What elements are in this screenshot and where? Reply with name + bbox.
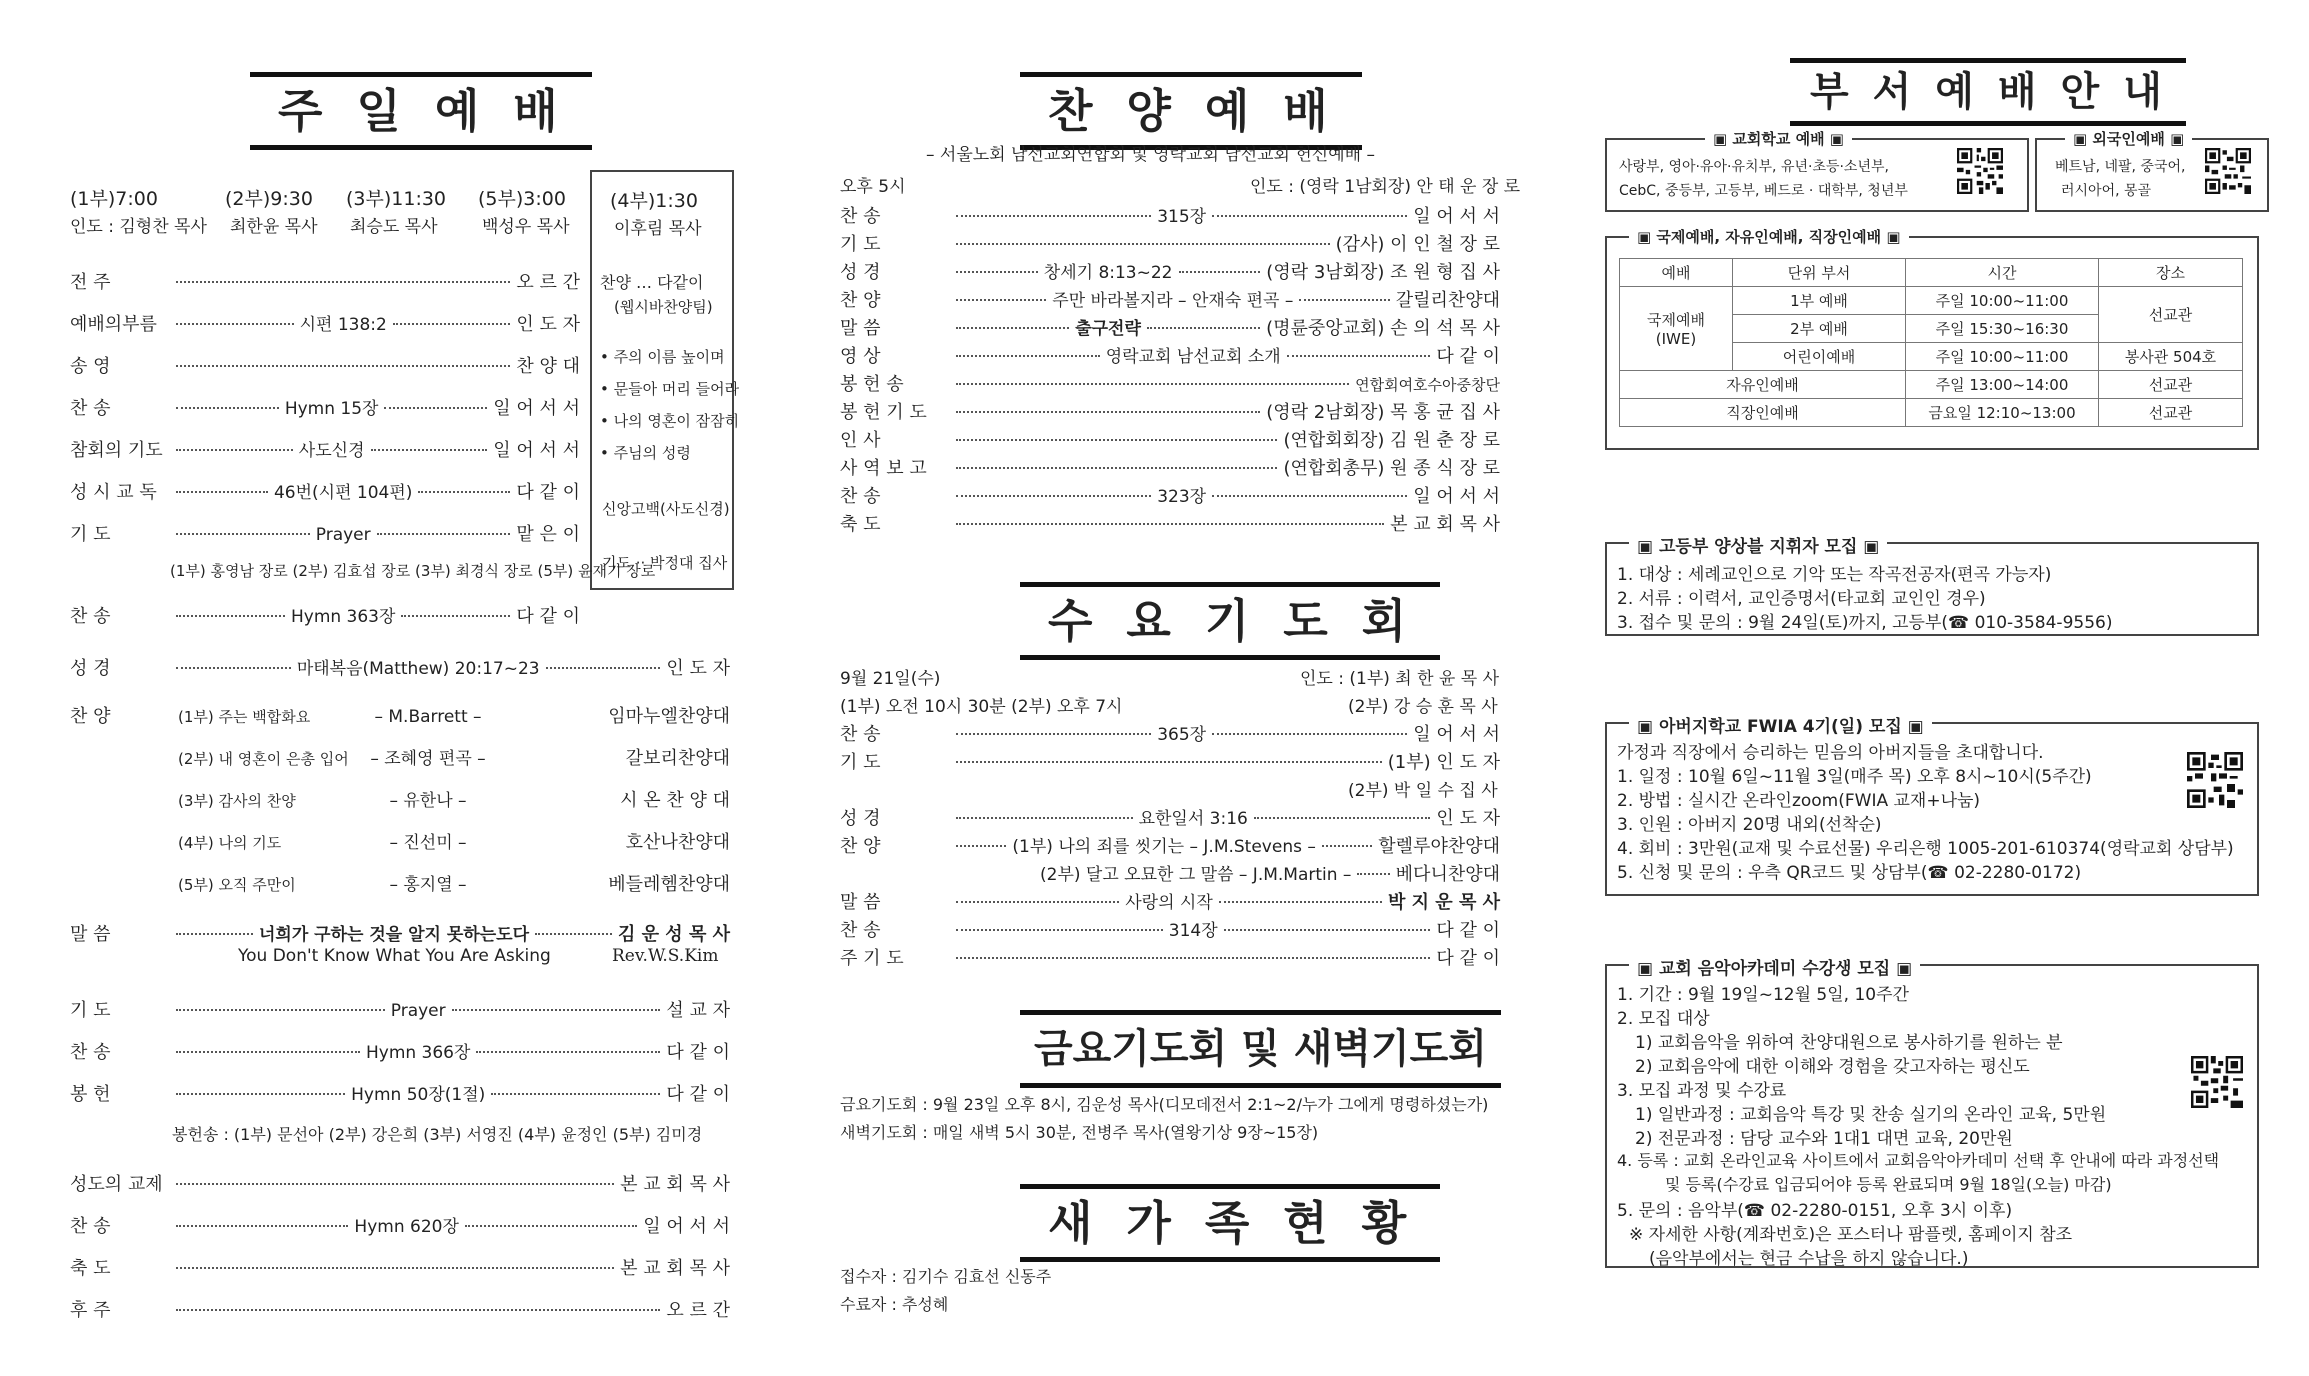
qr-code-icon[interactable] — [2205, 148, 2251, 194]
order-row: 성 경 마태복음(Matthew) 20:17~23 인 도 자 — [70, 658, 731, 679]
praise-row: 봉 헌 송 연합회여호수아중창단 — [840, 374, 1500, 395]
fourth-item: • 주님의 성령 — [600, 444, 691, 462]
order-row: 봉 헌 Hymn 50장(1절) 다 같 이 — [70, 1084, 730, 1105]
notice3-line: 1) 교회음악을 위하여 찬양대원으로 봉사하기를 원하는 분 — [1635, 1033, 2063, 1053]
wed-date: 9월 21일(수) — [840, 669, 941, 689]
order-row: 찬 송 Hymn 366장 다 같 이 — [70, 1042, 730, 1063]
choir-label: 찬 양 — [70, 706, 111, 727]
table-cell: 어린이예배 — [1733, 343, 1906, 371]
choir-row: (4부) 나의 기도 – 진선미 – 호산나찬양대 — [178, 832, 730, 853]
fourth-item: 찬양 … 다같이 — [600, 273, 704, 292]
order-row: 축 도 본 교 회 목 사 — [70, 1258, 730, 1279]
praise-subtitle: – 서울노회 남선교회연합회 및 영락교회 남선교회 헌신예배 – — [926, 145, 1375, 165]
wed-row: 말 씀 사랑의 시작 박 지 운 목 사 — [840, 892, 1500, 913]
table-cell: 1부 예배 — [1733, 287, 1906, 315]
wed-row: 성 경 요한일서 3:16 인 도 자 — [840, 808, 1501, 829]
wed-leader2: (2부) 강 승 훈 목 사 — [1348, 697, 1498, 717]
fourth-item: 기도 ·· 박정대 집사 — [602, 554, 728, 572]
foreign-label: ▣ 외국인예배 ▣ — [2065, 128, 2192, 149]
praise-row: 말 씀 출구전략 (명륜중앙교회) 손 의 석 목 사 — [840, 318, 1500, 339]
notice2-label: ▣ 아버지학교 FWIA 4기(일) 모집 ▣ — [1629, 712, 1932, 737]
notice2-line: 1. 일정 : 10월 6일~11월 3일(매주 목) 오후 8시~10시(5주간) — [1617, 767, 2092, 787]
praise-row: 찬 양 주만 바라볼지라 – 안재숙 편곡 – 갈릴리찬양대 — [840, 290, 1501, 311]
fourth-item: • 나의 영혼이 잠잠히 — [600, 412, 740, 430]
wed-row: (2부) 달고 오묘한 그 말씀 – J.M.Martin – 베다니찬양대 — [1040, 864, 1500, 885]
fourth-service-box — [590, 170, 740, 590]
family-received: 접수자 : 김기수 김효선 신동주 — [840, 1267, 1052, 1286]
time-3: (3부)11:30 — [346, 188, 447, 210]
sermon-en-preacher: Rev.W.S.Kim — [612, 946, 719, 966]
order-row: 전 주 오 르 간 — [70, 272, 580, 293]
notice3-line: 2) 전문과정 : 담당 교수와 1대1 대면 교육, 20만원 — [1635, 1129, 2013, 1149]
table-cell: 주일 13:00~14:00 — [1906, 371, 2099, 399]
order-row: 찬 송 Hymn 15장 일 어 서 서 — [70, 398, 581, 419]
offering-note: 봉헌송 : (1부) 문선아 (2부) 강은희 (3부) 서영진 (4부) 윤정인 (5부) 김미경 — [172, 1125, 703, 1144]
wed-prayer2: (2부) 박 일 수 집 사 — [1348, 781, 1498, 801]
notice2-line: 5. 신청 및 문의 : 우측 QR코드 및 상담부(☎ 02-2280-0172) — [1617, 863, 2082, 883]
table-header: 예배 — [1620, 259, 1733, 287]
table-header: 장소 — [2099, 259, 2243, 287]
sermon-row: 말 씀 너희가 구하는 것을 알지 못하는도다 김 운 성 목 사 — [70, 924, 730, 945]
choir-row: (3부) 감사의 찬양 – 유한나 – 시 온 찬 양 대 — [178, 790, 730, 811]
choir-row: (5부) 오직 주만이 – 홍지열 – 베들레헴찬양대 — [178, 874, 730, 895]
notice1-label: ▣ 고등부 양상블 지휘자 모집 ▣ — [1629, 532, 1887, 557]
order-row: 송 영 찬 양 대 — [70, 356, 580, 377]
notice3-line: 2. 모집 대상 — [1617, 1009, 1710, 1029]
table-cell: 선교관 — [2099, 399, 2243, 427]
qr-code-icon[interactable] — [2187, 752, 2243, 808]
table-cell: 봉사관 504호 — [2099, 343, 2243, 371]
notice3-line: 3. 모집 과정 및 수강료 — [1617, 1081, 1787, 1101]
prayer-note: (1부) 홍영남 장로 (2부) 김효섭 장로 (3부) 최경식 장로 (5부) 윤재기 장로 — [170, 562, 656, 580]
family-title: 새가족현황 — [1020, 1184, 1440, 1262]
praise-column — [830, 0, 1521, 1376]
time-2: (2부)9:30 — [225, 188, 313, 210]
leader-2: 최한윤 목사 — [230, 217, 318, 237]
notice3-line: 5. 문의 : 음악부(☎ 02-2280-0151, 오후 3시 이후) — [1617, 1201, 2013, 1221]
table-cell: 선교관 — [2099, 371, 2243, 399]
leader-1: 인도 : 김형찬 목사 — [70, 217, 207, 237]
notice1-line: 1. 대상 : 세례교인으로 기악 또는 작곡전공자(편곡 가능자) — [1617, 565, 2052, 585]
wed-row: 기 도 (1부) 인 도 자 — [840, 752, 1500, 773]
dawn-title: 금요기도회 및 새벽기도회 — [1020, 1010, 1501, 1088]
foreign-line2: 러시아어, 몽골 — [2061, 183, 2152, 199]
foreign-line1: 베트남, 네팔, 중국어, — [2055, 159, 2186, 175]
praise-row: 기 도 (감사) 이 인 철 장 로 — [840, 234, 1500, 255]
wed-row: 찬 양 (1부) 나의 죄를 씻기는 – J.M.Stevens – 할렐루야찬양대 — [840, 836, 1500, 857]
order-row: 기 도 Prayer 맡 은 이 — [70, 524, 581, 545]
wed-times: (1부) 오전 10시 30분 (2부) 오후 7시 — [840, 697, 1123, 717]
qr-code-icon[interactable] — [1957, 148, 2003, 194]
order-row: 성도의 교제 본 교 회 목 사 — [70, 1174, 730, 1195]
leader-3: 최승도 목사 — [350, 217, 438, 237]
table-cell: 선교관 — [2099, 287, 2243, 343]
praise-time: 오후 5시 — [840, 177, 906, 197]
qr-code-icon[interactable] — [2191, 1056, 2243, 1108]
fourth-item: (웹시바찬양팀) — [614, 298, 713, 316]
order-row: 예배의부름 시편 138:2 인 도 자 — [70, 314, 581, 335]
order-row: 참회의 기도 사도신경 일 어 서 서 — [70, 440, 581, 461]
table-cell: 자유인예배 — [1620, 371, 1906, 399]
table-cell: 주일 10:00~11:00 — [1906, 343, 2099, 371]
sermon-en-title: You Don't Know What You Are Asking — [238, 946, 551, 966]
iwe-cell: 국제예배 (IWE) — [1620, 287, 1733, 371]
school-line1: 사랑부, 영아·유아·유치부, 유년·초등·소년부, — [1619, 159, 1889, 175]
school-line2: CebC, 중등부, 고등부, 베드로 · 대학부, 청년부 — [1619, 183, 1908, 199]
sunday-worship-column — [60, 0, 740, 1376]
notice2-line: 4. 회비 : 3만원(교재 및 수료선물) 우리은행 1005-201-610374(영락교회 상담부) — [1617, 839, 2234, 859]
notice2-line: 가정과 직장에서 승리하는 믿음의 아버지들을 초대합니다. — [1617, 743, 2044, 763]
notice3-line: ※ 자세한 사항(계좌번호)은 포스터나 팜플렛, 홈페이지 참조 — [1629, 1225, 2073, 1245]
praise-row: 찬 송 315장 일 어 서 서 — [840, 206, 1500, 227]
time-1: (1부)7:00 — [70, 188, 158, 210]
praise-row: 사 역 보 고 (연합회총무) 원 종 식 장 로 — [840, 458, 1500, 479]
time-5: (5부)3:00 — [478, 188, 566, 210]
school-label: ▣ 교회학교 예배 ▣ — [1705, 128, 1852, 149]
notice3-line: 1) 일반과정 : 교회음악 특강 및 찬송 실기의 온라인 교육, 5만원 — [1635, 1105, 2107, 1125]
praise-row: 인 사 (연합회회장) 김 원 춘 장 로 — [840, 430, 1500, 451]
family-completed: 수료자 : 추성혜 — [840, 1295, 949, 1314]
wed-row: 찬 송 314장 다 같 이 — [840, 920, 1501, 941]
order-row: 성 시 교 독 46번(시편 104편) 다 같 이 — [70, 482, 581, 503]
notice3-line: 4. 등록 : 교회 온라인교육 사이트에서 교회음악아카데미 선택 후 안내에 따라 과정선택 — [1617, 1151, 2220, 1170]
wed-row: 찬 송 365장 일 어 서 서 — [840, 724, 1500, 745]
fourth-item: • 문들아 머리 들어라 — [600, 380, 740, 398]
notice3-line: (음악부에서는 현금 수납을 하지 않습니다.) — [1649, 1249, 1969, 1269]
table-header: 단위 부서 — [1733, 259, 1906, 287]
intl-table — [1619, 258, 2243, 427]
table-cell: 직장인예배 — [1620, 399, 1906, 427]
notices-column — [1605, 0, 2265, 1376]
wed-row: 주 기 도 다 같 이 — [840, 948, 1500, 969]
dawn-prayer: 새벽기도회 : 매일 새벽 5시 30분, 전병주 목사(열왕기상 9장~15장) — [840, 1123, 1319, 1142]
wed-leader1: 인도 : (1부) 최 한 윤 목 사 — [1300, 669, 1500, 689]
time-4: (4부)1:30 — [610, 190, 698, 212]
table-header: 시간 — [1906, 259, 2099, 287]
table-cell: 2부 예배 — [1733, 315, 1906, 343]
leader-4: 이후림 목사 — [614, 219, 702, 239]
praise-row: 봉 헌 기 도 (영락 2남회장) 목 홍 균 집 사 — [840, 402, 1500, 423]
praise-row: 찬 송 323장 일 어 서 서 — [840, 486, 1500, 507]
notice3-line: 1. 기간 : 9월 19일~12월 5일, 10주간 — [1617, 985, 1909, 1005]
table-cell: 주일 10:00~11:00 — [1906, 287, 2099, 315]
notice1-line: 3. 접수 및 문의 : 9월 24일(토)까지, 고등부(☎ 010-3584-9556) — [1617, 613, 2113, 633]
table-cell: 주일 15:30~16:30 — [1906, 315, 2099, 343]
order-row: 찬 송 Hymn 620장 일 어 서 서 — [70, 1216, 731, 1237]
notice1-line: 2. 서류 : 이력서, 교인증명서(타교회 교인인 경우) — [1617, 589, 1986, 609]
notice3-label: ▣ 교회 음악아카데미 수강생 모집 ▣ — [1629, 954, 1920, 979]
notice2-line: 3. 인원 : 아버지 20명 내외(선착순) — [1617, 815, 1882, 835]
praise-leader: 인도 : (영락 1남회장) 안 태 운 장 로 — [1250, 177, 1521, 197]
notice3-line: 및 등록(수강료 입금되어야 등록 완료되며 9월 18일(오늘) 마감) — [1665, 1175, 2112, 1194]
praise-title: 찬양예배 — [1020, 72, 1362, 150]
friday-prayer: 금요기도회 : 9월 23일 오후 8시, 김운성 목사(디모데전서 2:1~2/누가 그에게 명령하셨는가) — [840, 1095, 1489, 1114]
order-row: 기 도 Prayer 설 교 자 — [70, 1000, 731, 1021]
choir-row: (2부) 내 영혼이 은총 입어 – 조혜영 편곡 – 갈보리찬양대 — [178, 748, 730, 769]
order-row: 후 주 오 르 간 — [70, 1300, 730, 1321]
order-row: 찬 송 Hymn 363장 다 같 이 — [70, 606, 580, 627]
notice3-line: 2) 교회음악에 대한 이해와 경험을 갖고자하는 평신도 — [1635, 1057, 2030, 1077]
fourth-item: 신앙고백(사도신경) — [602, 500, 730, 518]
sunday-title: 주일예배 — [250, 72, 592, 150]
intl-label: ▣ 국제예배, 자유인예배, 직장인예배 ▣ — [1629, 226, 1909, 247]
leader-5: 백성우 목사 — [482, 217, 570, 237]
praise-row: 축 도 본 교 회 목 사 — [840, 514, 1500, 535]
praise-row: 성 경 창세기 8:13~22 (영락 3남회장) 조 원 형 집 사 — [840, 262, 1501, 283]
fourth-item: • 주의 이름 높이며 — [600, 348, 725, 366]
praise-row: 영 상 영락교회 남선교회 소개 다 같 이 — [840, 346, 1501, 367]
choir-row: (1부) 주는 백합화요 – M.Barrett – 임마누엘찬양대 — [178, 706, 730, 727]
dept-title: 부서예배안내 — [1790, 58, 2186, 126]
notice2-line: 2. 방법 : 실시간 온라인zoom(FWIA 교재+나눔) — [1617, 791, 1981, 811]
wednesday-title: 수요기도회 — [1020, 582, 1440, 660]
table-cell: 금요일 12:10~13:00 — [1906, 399, 2099, 427]
